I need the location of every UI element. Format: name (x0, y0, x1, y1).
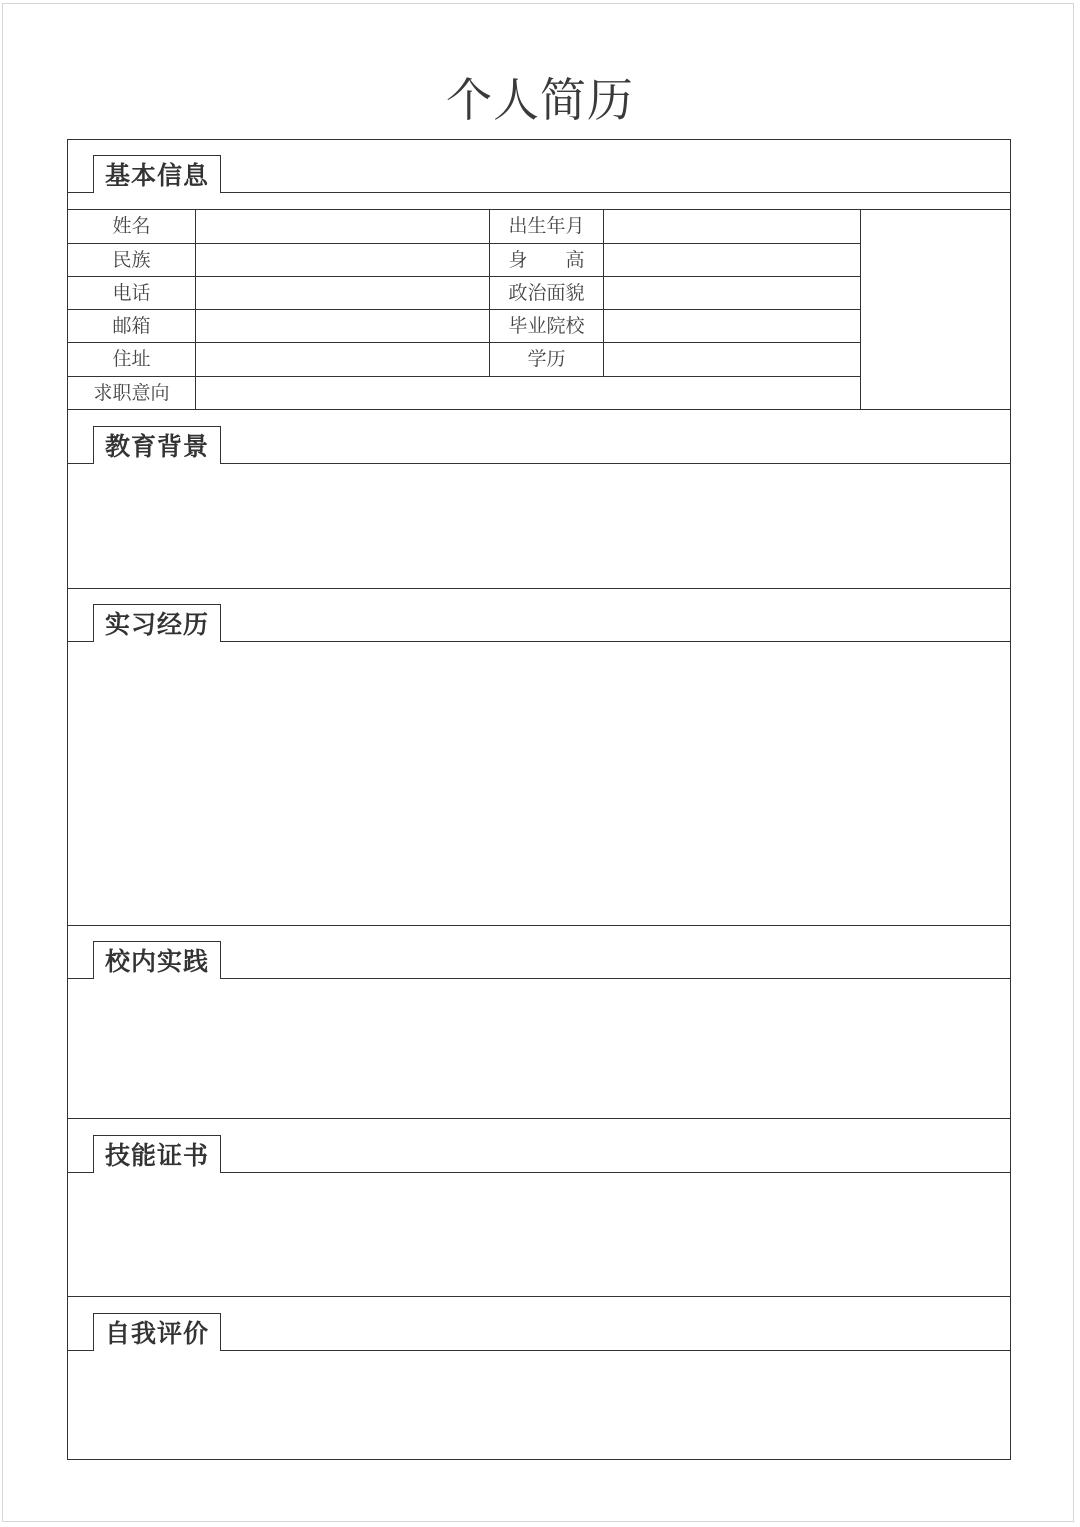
section-divider (67, 925, 1011, 926)
label-height: 身 高 (508, 249, 585, 271)
grid-col-line (860, 209, 861, 409)
section-divider (67, 588, 1011, 589)
section-divider (67, 1118, 1011, 1119)
label-job-intention: 求职意向 (93, 382, 170, 404)
label-address: 住址 (112, 348, 151, 370)
section-tab-skills: 技能证书 (93, 1135, 221, 1173)
label-name: 姓名 (112, 215, 151, 237)
grid-col-line (603, 209, 604, 376)
label-ethnicity: 民族 (112, 249, 151, 271)
section-divider (67, 1296, 1011, 1297)
label-email: 邮箱 (112, 315, 151, 337)
section-tab-internship: 实习经历 (93, 604, 221, 642)
grid-line (67, 409, 1011, 410)
page-title: 个人简历 (446, 73, 634, 127)
section-tab-campus-practice: 校内实践 (93, 941, 221, 979)
section-tab-self-evaluation: 自我评价 (93, 1313, 221, 1351)
label-education-level: 学历 (527, 348, 566, 370)
label-phone: 电话 (112, 282, 151, 304)
grid-col-line (195, 209, 196, 409)
section-tab-education: 教育背景 (93, 426, 221, 464)
section-tab-basic-info: 基本信息 (93, 155, 221, 193)
label-birth-date: 出生年月 (508, 215, 585, 237)
label-political-status: 政治面貌 (508, 282, 585, 304)
label-graduate-school: 毕业院校 (508, 315, 585, 337)
